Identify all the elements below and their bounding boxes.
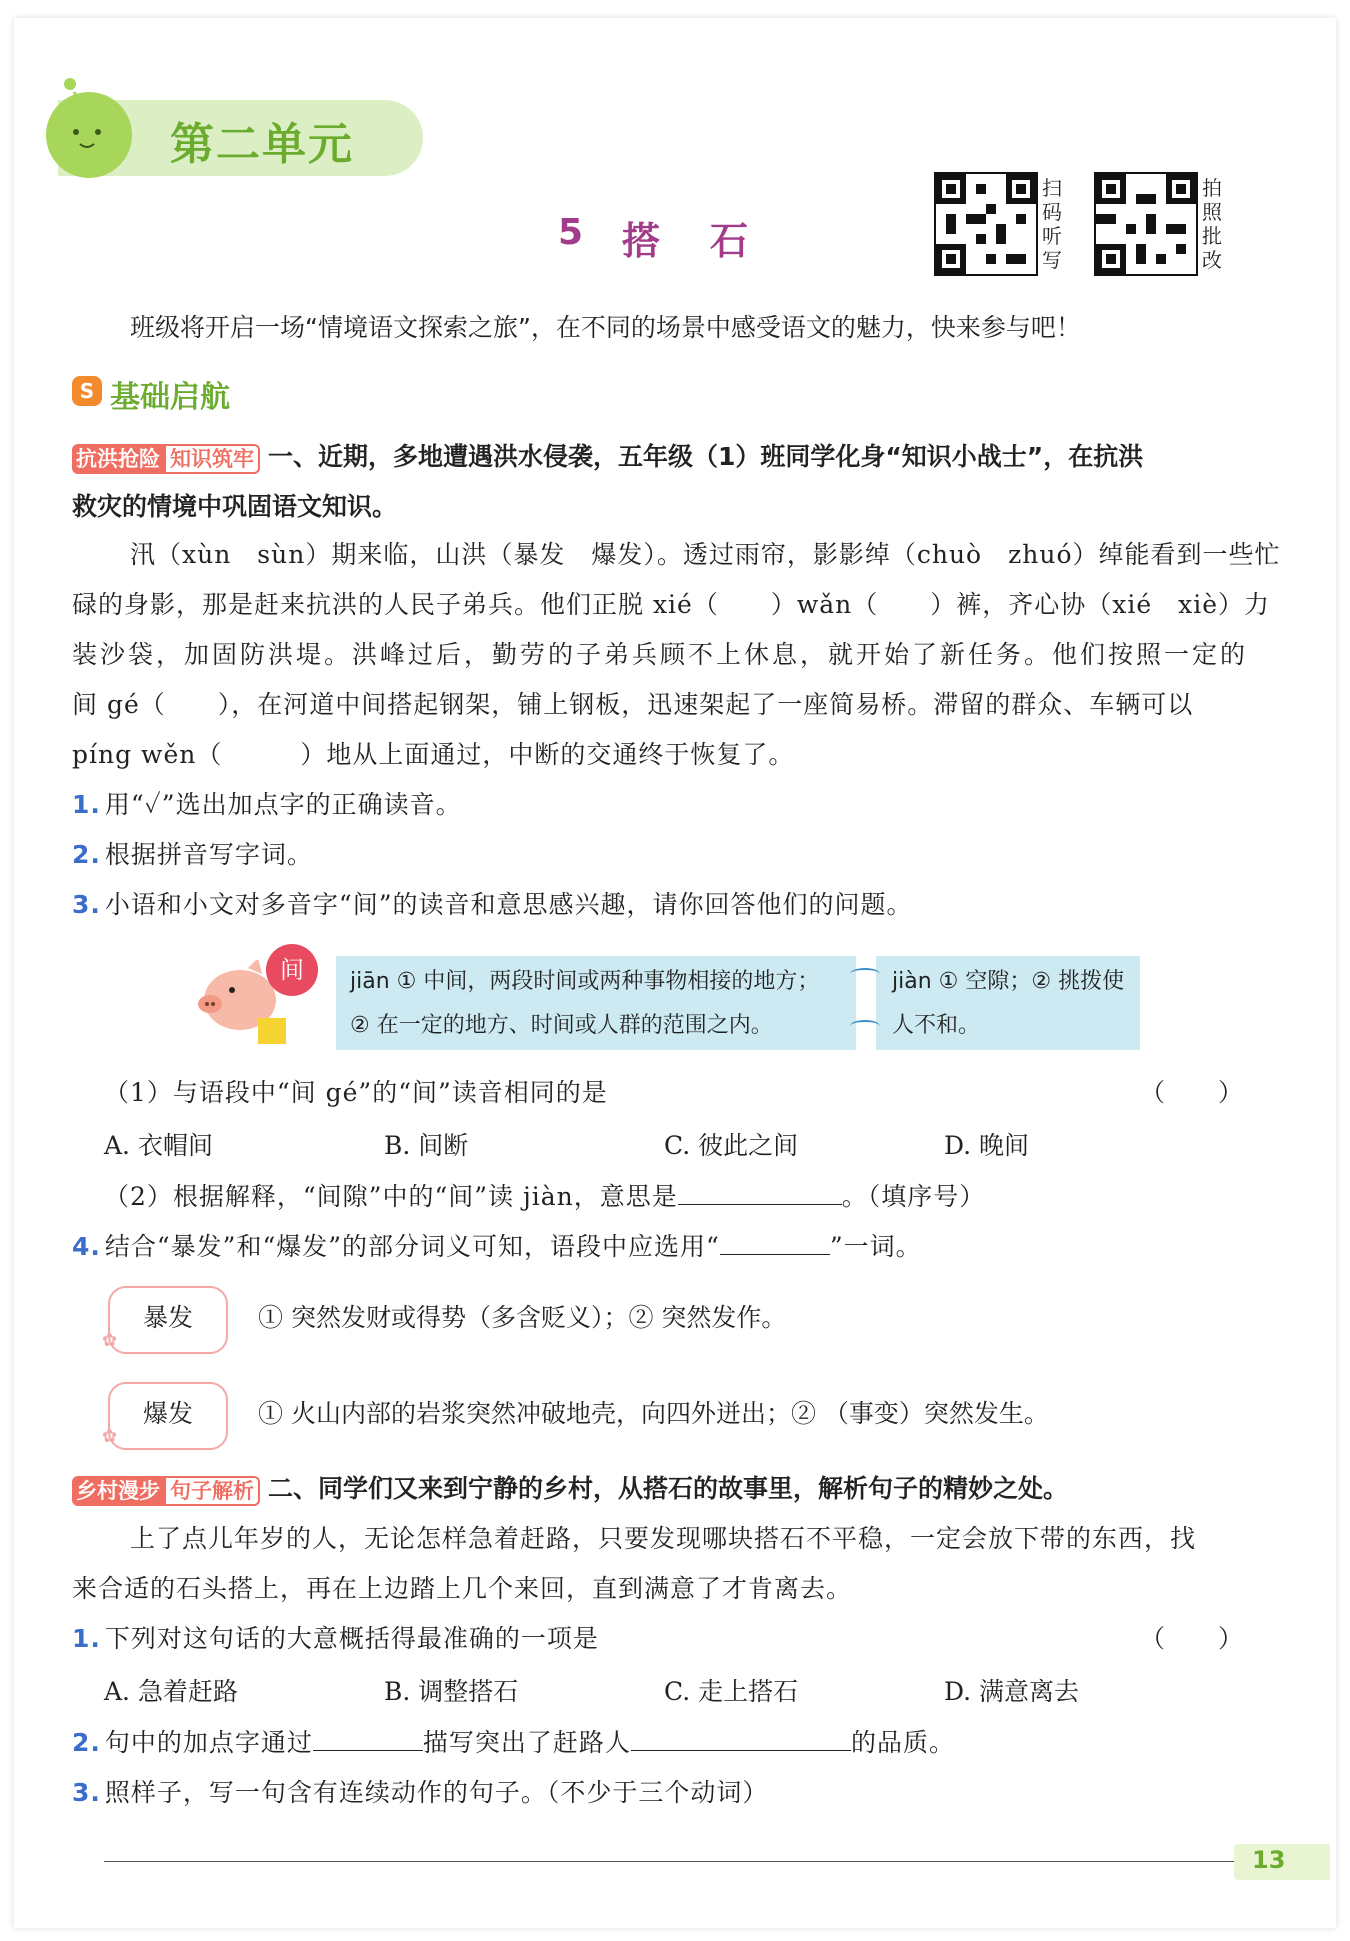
part2-passage-line-1: 上了点儿年岁的人，无论怎样急着赶路，只要发现哪块搭石不平稳，一定会放下带的东西，找 [130, 1524, 1197, 1553]
lesson-number: 5 [558, 212, 584, 253]
word-baofa2: 爆发 [142, 1399, 193, 1428]
part2-question-1 [72, 1614, 599, 1664]
paw-icon-2: ✿ [102, 1426, 118, 1447]
part2-option-c[interactable]: C. 走上搭石 [664, 1677, 799, 1706]
speech-bubble [266, 944, 318, 996]
part2-question-3-text: 照样子，写一句含有连续动作的句子。（不少于三个动词） [104, 1778, 769, 1807]
tag-knowledge: 知识筑牢 [164, 444, 260, 474]
section-icon: S [72, 376, 102, 406]
question-1-number: 1. [72, 790, 101, 819]
part2-heading-text: 二、同学们又来到宁静的乡村，从搭石的故事里，解析句子的精妙之处。 [267, 1474, 1068, 1503]
question-4-text-a: 结合“暴发”和“爆发”的部分词义可知，语段中应选用“ [104, 1232, 720, 1261]
footer-rule [104, 1861, 1234, 1862]
passage-line-1: 汛（xùn sùn）期来临，山洪（暴发 爆发）。透过雨帘，影影绰（chuò zhuó）绰能看到一些忙 [130, 540, 1281, 569]
part2-option-a[interactable]: A. 急着赶路 [104, 1677, 238, 1706]
lesson-title: 搭 石 [622, 219, 755, 263]
passage-line-4: 间 gé（ ），在河道中间搭起钢架，铺上钢板，迅速架起了一座简易桥。滞留的群众、车辆可以 [72, 690, 1194, 719]
q3-sub1-answer[interactable]: （ ） [1140, 1078, 1245, 1107]
passage-line-5: píng wěn（ ）地从上面通过，中断的交通终于恢复了。 [72, 740, 795, 769]
unit-title: 第二单元 [170, 119, 354, 170]
part2-question-2-blank-2[interactable] [631, 1724, 851, 1751]
question-4-blank[interactable] [720, 1228, 830, 1255]
part2-option-d[interactable]: D. 满意离去 [944, 1677, 1080, 1706]
q3-option-c[interactable]: C. 彼此之间 [664, 1131, 799, 1160]
tag-flood: 抗洪抢险 [72, 444, 164, 474]
q3-sub1: （1）与语段中“间 gé”的“间”读音相同的是 [104, 1078, 608, 1107]
part2-question-1-answer[interactable]: （ ） [1140, 1624, 1245, 1653]
q3-sub2-text: （2）根据解释，“间隙”中的“间”读 jiàn，意思是 [104, 1182, 678, 1211]
tag-sentence: 句子解析 [164, 1476, 260, 1506]
question-1-text: 用“✓”选出加点字的正确读音。 [104, 790, 462, 819]
question-4-text-b: ”一词。 [829, 1232, 922, 1261]
part1-heading-line2: 救灾的情境中巩固语文知识。 [72, 492, 398, 521]
question-4-number: 4. [72, 1232, 101, 1261]
word-baofa2-def: ① 火山内部的岩浆突然冲破地壳，向四外迸出；② （事变）突然发生。 [258, 1399, 1049, 1428]
question-3-number: 3. [72, 890, 101, 919]
speech-bubble-char: 间 [280, 956, 304, 984]
question-2-number: 2. [72, 840, 101, 869]
page-number: 13 [1252, 1846, 1286, 1874]
question-3 [72, 880, 912, 930]
part1-heading-line1: 一、近期，多地遭遇洪水侵袭，五年级（1）班同学化身“知识小战士”，在抗洪 [267, 442, 1144, 471]
part2-question-2-text-b: 描写突出了赶路人 [422, 1728, 631, 1757]
question-4 [72, 1222, 922, 1272]
word-bubble-baofa2 [108, 1382, 228, 1450]
def-right-line-1: jiàn ① 空隙；② 挑拨使 [892, 969, 1125, 994]
q3-option-d[interactable]: D. 晚间 [944, 1131, 1030, 1160]
word-bubble-baofa1 [108, 1286, 228, 1354]
page-number-badge [1234, 1844, 1330, 1880]
part2-question-1-number: 1. [72, 1624, 101, 1653]
q3-sub2 [104, 1172, 985, 1222]
qr-code-grading-icon[interactable] [1094, 172, 1198, 276]
part1-heading [72, 432, 1242, 482]
question-3-text: 小语和小文对多音字“间”的读音和意思感兴趣，请你回答他们的问题。 [104, 890, 913, 919]
part2-question-3 [72, 1768, 768, 1818]
connector-icon-2 [850, 1020, 880, 1032]
q3-option-a[interactable]: A. 衣帽间 [104, 1131, 213, 1160]
word-baofa1: 暴发 [142, 1303, 193, 1332]
passage-line-3: 装沙袋，加固防洪堤。洪峰过后，勤劳的子弟兵顾不上休息，就开始了新任务。他们按照一定的 [72, 640, 1249, 669]
q3-sub2-hint: 。（填序号） [841, 1182, 986, 1211]
tag-village: 乡村漫步 [72, 1476, 164, 1506]
def-left-line-2: ② 在一定的地方、时间或人群的范围之内。 [350, 1013, 773, 1038]
question-2-text: 根据拼音写字词。 [104, 840, 313, 869]
q3-sub2-blank[interactable] [678, 1178, 842, 1205]
part2-question-3-number: 3. [72, 1778, 101, 1807]
section-title: 基础启航 [110, 380, 230, 415]
part2-heading [72, 1464, 1068, 1514]
qr-label-dictation: 扫码听写 [1042, 176, 1062, 272]
passage-line-2: 碌的身影，那是赶来抗洪的人民子弟兵。他们正脱 xié（ ）wǎn（ ）裤，齐心协（xié xiè）力 [72, 590, 1271, 619]
part2-passage-line-2: 来合适的石头搭上，再在上边踏上几个来回，直到满意了才肯离去。 [72, 1574, 853, 1603]
part2-option-b[interactable]: B. 调整搭石 [384, 1677, 519, 1706]
q3-option-b[interactable]: B. 间断 [384, 1131, 469, 1160]
part2-question-2-text-c: 的品质。 [850, 1728, 955, 1757]
def-left-line-1: jiān ① 中间，两段时间或两种事物相接的地方； [350, 969, 820, 994]
qr-code-dictation-icon[interactable] [934, 172, 1038, 276]
def-right-line-2: 人不和。 [892, 1013, 981, 1038]
word-baofa1-def: ① 突然发财或得势（多含贬义）；② 突然发作。 [258, 1303, 787, 1332]
part2-question-2 [72, 1718, 955, 1768]
part2-question-2-number: 2. [72, 1728, 101, 1757]
antenna-dot-icon [64, 78, 76, 90]
question-2 [72, 830, 313, 880]
part2-question-1-text: 下列对这句话的大意概括得最准确的一项是 [104, 1624, 599, 1653]
unit-mascot-icon [46, 92, 132, 178]
part2-question-2-blank-1[interactable] [313, 1724, 423, 1751]
qr-label-grading: 拍照批改 [1202, 176, 1222, 272]
connector-icon-1 [850, 968, 880, 980]
intro-text: 班级将开启一场“情境语文探索之旅”，在不同的场景中感受语文的魅力，快来参与吧！ [130, 313, 1081, 342]
question-1 [72, 780, 462, 830]
part2-question-2-text-a: 句中的加点字通过 [104, 1728, 313, 1757]
paw-icon-1: ✿ [102, 1330, 118, 1351]
